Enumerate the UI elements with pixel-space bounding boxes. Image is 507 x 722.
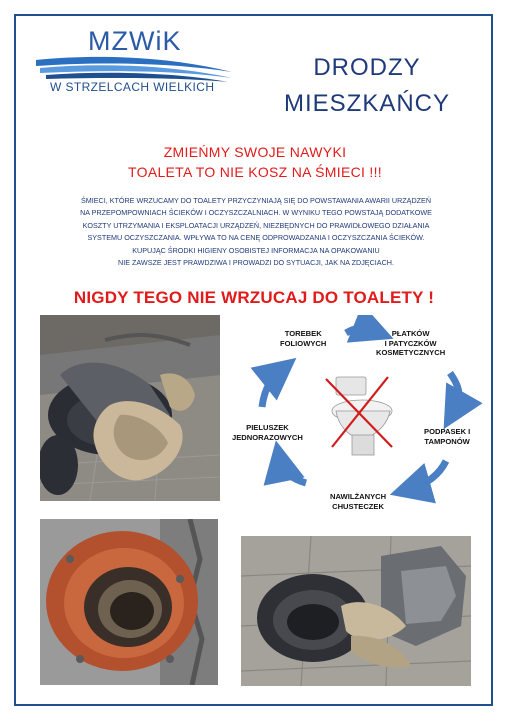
body-line: KOSZTY UTRZYMANIA I EKSPLOATACJI URZĄDZEŃ, NIEZBĘDNYCH DO PRAWIDŁOWEGO DZIAŁANIA: [82, 220, 430, 230]
warning-headline: NIGDY TEGO NIE WRZUCAJ DO TOALETY !: [73, 288, 435, 307]
body-line: NA PRZEPOMPOWNIACH ŚCIEKÓW I OCZYSZCZALNIACH. W WYNIKU TEGO POWSTAJĄ DODATKOWE: [80, 208, 432, 218]
body-line: ŚMIECI, KTÓRE WRZUCAMY DO TOALETY PRZYCZYNIAJĄ SIĘ DO POWSTAWANIA AWARII URZĄDZEŃ: [80, 196, 432, 205]
slogan: [60, 142, 450, 182]
items-cycle-diagram: [228, 315, 490, 525]
body-line: KUPUJĄC ŚRODKI HIGIENY OSOBISTEJ INFORMACJA NA OPAKOWANIU: [132, 245, 380, 255]
photo-pump-housing: [40, 519, 218, 685]
body-text: [40, 195, 472, 269]
photo-pump-debris: [241, 536, 471, 686]
body-line: NIE ZAWSZE JEST PRAWDZIWA I PROWADZI DO SYTUACJI, JAK NA ZDJĘCIACH.: [118, 258, 394, 268]
cycle-item-pads-tampons: PODPASEK I TAMPONÓW: [424, 427, 471, 446]
page-title: [282, 50, 452, 122]
logo-swoosh-icon: [36, 52, 236, 82]
cycle-item-cotton-pads: PŁATKÓW I PATYCZKÓW KOSMETYCZNYCH: [376, 329, 446, 357]
slogan-line-1: ZMIEŃMY SWOJE NAWYKI: [163, 144, 347, 160]
body-line: SYSTEMU OCZYSZCZANIA. WPŁYWA TO NA CENĘ ODPROWADZANIA I OCZYSZCZANIA ŚCIEKÓW.: [87, 233, 425, 243]
logo: [36, 26, 236, 96]
logo-subtitle: W STRZELCACH WIELKICH: [50, 80, 215, 94]
title-line-2: MIESZKAŃCY: [283, 90, 451, 117]
cycle-item-diapers: PIELUSZEK JEDNORAZOWYCH: [232, 423, 303, 442]
cycle-item-wet-wipes: NAWILŻANYCH CHUSTECZEK: [330, 492, 387, 511]
logo-title: MZWiK: [88, 26, 182, 56]
title-line-1: DRODZY: [313, 54, 421, 81]
cycle-item-bags: TOREBEK FOLIOWYCH: [280, 329, 327, 348]
toilet-crossed-icon: [326, 377, 392, 455]
photo-clogged-pump: [40, 315, 220, 501]
slogan-line-2: TOALETA TO NIE KOSZ NA ŚMIECI !!!: [128, 164, 382, 180]
